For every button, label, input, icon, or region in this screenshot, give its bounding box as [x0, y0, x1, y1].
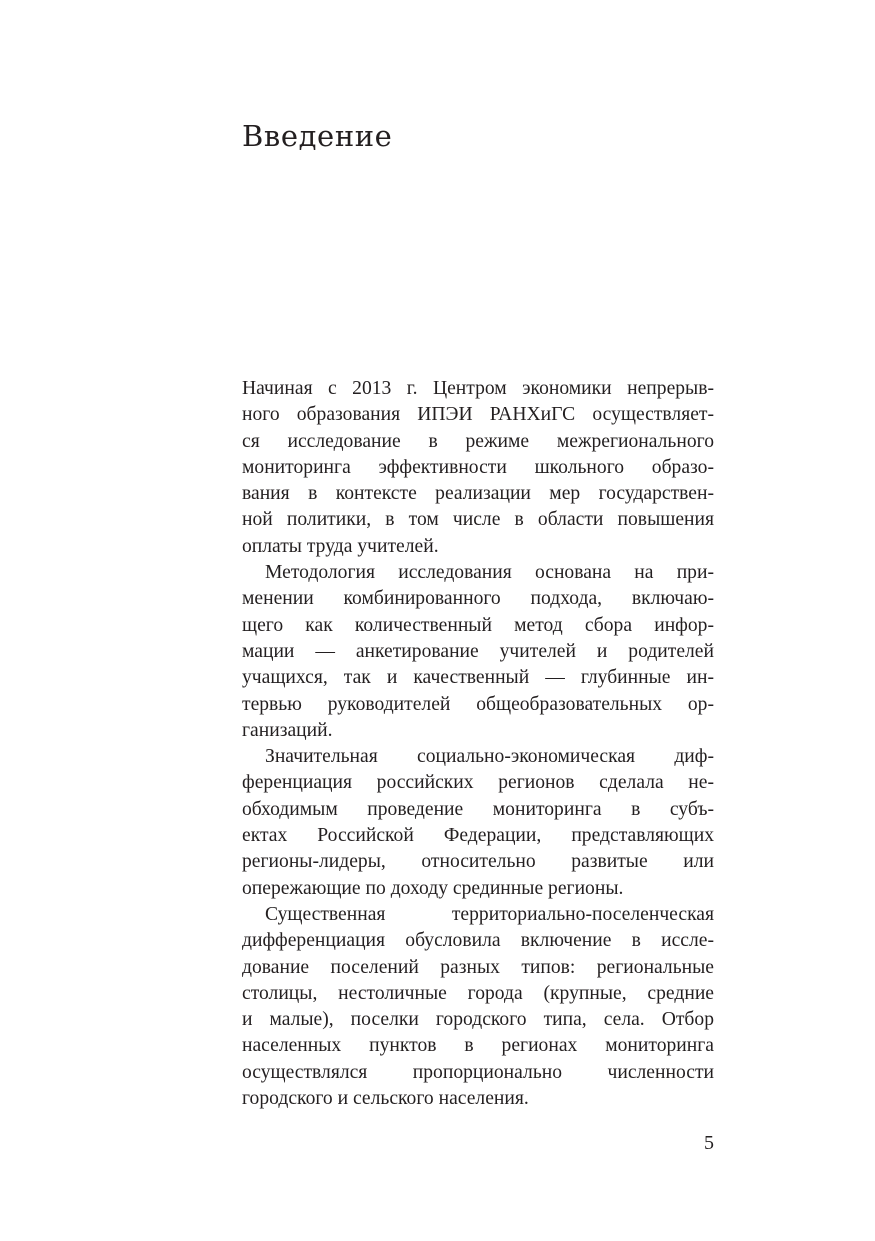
- text-line: Значительная социально-экономическая диф-: [265, 746, 714, 768]
- text-line: щего как количественный метод сбора инфор-: [242, 614, 714, 636]
- text-line: Начиная с 2013 г. Центром экономики непрерыв-: [242, 378, 714, 399]
- text-line: ной политики, в том числе в области повышения: [242, 509, 714, 531]
- text-line: учащихся, так и качественный — глубинные ин-: [242, 667, 714, 689]
- text-line: дифференциация обусловила включение в иссле-: [242, 930, 714, 952]
- text-line: Методология исследования основана на при-: [265, 562, 714, 584]
- text-line: ганизаций.: [242, 719, 333, 741]
- body-text: [242, 376, 714, 1112]
- paragraph-1: [242, 376, 714, 560]
- text-line: мониторинга эффективности школьного образо-: [242, 456, 714, 478]
- text-line: ного образования ИПЭИ РАНХиГС осуществляет-: [242, 404, 714, 426]
- text-line: обходимым проведение мониторинга в субъ-: [242, 798, 714, 820]
- text-line: регионы-лидеры, относительно развитые или: [242, 851, 714, 873]
- text-line: осуществлялся пропорционально численности: [242, 1061, 714, 1083]
- page-number: 5: [704, 1132, 714, 1154]
- text-line: городского и сельского населения.: [242, 1088, 529, 1110]
- text-line: ектах Российской Федерации, представляющих: [242, 825, 714, 847]
- text-line: Существенная территориально-поселенческая: [265, 903, 714, 925]
- text-line: ференциация российских регионов сделала не-: [242, 772, 714, 794]
- text-line: мации — анкетирование учителей и родителей: [242, 640, 714, 662]
- text-line: опережающие по доходу срединные регионы.: [242, 877, 624, 899]
- text-line: менении комбинированного подхода, включаю-: [242, 588, 714, 610]
- text-line: населенных пунктов в регионах мониторинга: [242, 1035, 714, 1057]
- text-line: тервью руководителей общеобразовательных ор-: [242, 693, 714, 715]
- paragraph-2: [242, 560, 714, 744]
- paragraph-4: [242, 902, 714, 1112]
- text-line: вания в контексте реализации мер государствен-: [242, 483, 714, 505]
- text-line: оплаты труда учителей.: [242, 535, 439, 557]
- text-line: ся исследование в режиме межрегионального: [242, 430, 714, 452]
- paragraph-3: [242, 744, 714, 902]
- text-line: дование поселений разных типов: региональные: [242, 956, 714, 978]
- text-line: и малые), поселки городского типа, села. Отбор: [242, 1009, 714, 1031]
- chapter-title: Введение: [242, 119, 393, 153]
- text-line: столицы, нестоличные города (крупные, средние: [242, 982, 714, 1004]
